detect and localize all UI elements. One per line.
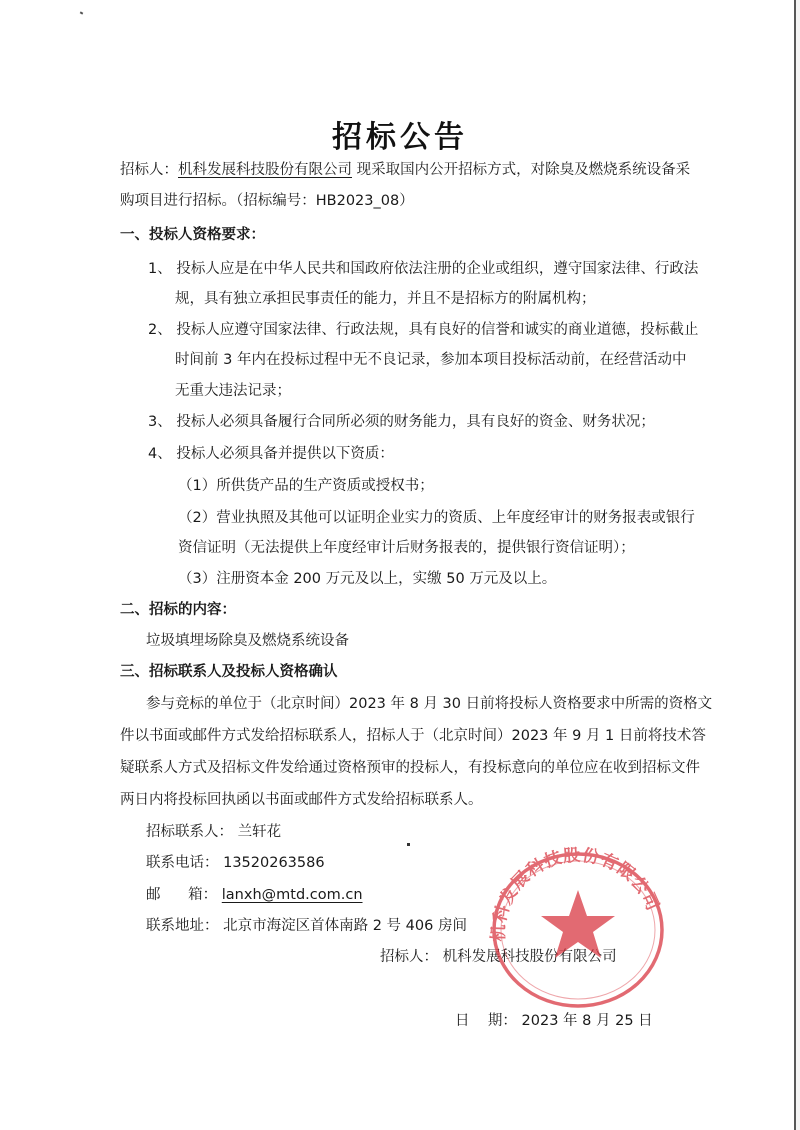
paragraph-line-4: 两日内将投标回执函以书面或邮件方式发给招标联系人。 xyxy=(120,792,483,808)
document-title: 招标公告 xyxy=(332,120,468,155)
signer-value: 机科发展科技股份有限公司 xyxy=(442,949,617,965)
intro-label: 招标人： xyxy=(120,162,178,178)
scan-edge-line xyxy=(794,0,796,1130)
section-3-heading: 三、招标联系人及投标人资格确认 xyxy=(120,664,338,680)
seal-text-arc: 机科发展科技股份有限公司 xyxy=(488,845,663,942)
contact-person-row xyxy=(146,822,281,842)
address-value: 北京市海淀区首体南路 2 号 406 房间 xyxy=(223,918,467,934)
qualification-1: （1）所供货产品的生产资质或授权书； xyxy=(178,478,434,494)
date-row xyxy=(455,1011,653,1031)
phone-row xyxy=(146,853,325,873)
section-1-heading: 一、投标人资格要求： xyxy=(120,227,265,243)
scan-dust-mark xyxy=(80,11,84,14)
section-2-content: 垃圾填埋场除臭及燃烧系统设备 xyxy=(146,633,349,649)
paragraph-line-3: 疑联系人方式及招标文件发给通过资格预审的投标人，有投标意向的单位应在收到招标文件 xyxy=(120,760,700,776)
email-row xyxy=(146,885,363,905)
requirement-4-line-1: 4、 投标人必须具备并提供以下资质： xyxy=(148,446,394,462)
date-value: 2023 年 8 月 25 日 xyxy=(521,1013,653,1029)
requirement-1-line-2: 规，具有独立承担民事责任的能力，并且不是招标方的附属机构； xyxy=(175,291,596,307)
signer-label: 招标人： xyxy=(380,949,438,965)
scan-dot xyxy=(407,843,410,846)
requirement-2-line-3: 无重大违法记录； xyxy=(175,383,291,399)
phone-value: 13520263586 xyxy=(223,855,325,871)
qualification-3: （3）注册资本金 200 万元及以上，实缴 50 万元及以上。 xyxy=(178,571,557,587)
scan-edge-shadow xyxy=(796,0,800,1130)
requirement-3-line-1: 3、 投标人必须具备履行合同所必须的财务能力，具有良好的资金、财务状况； xyxy=(148,414,655,430)
address-label: 联系地址： xyxy=(146,918,219,934)
paragraph-line-1: 参与竞标的单位于（北京时间）2023 年 8 月 30 日前将投标人资格要求中所需的资格文 xyxy=(146,696,713,712)
intro-line-2: 购项目进行招标。（招标编号：HB2023_08） xyxy=(120,193,414,209)
contact-person-value: 兰轩花 xyxy=(237,824,282,840)
requirement-1-line-1: 1、 投标人应是在中华人民共和国政府依法注册的企业或组织，遵守国家法律、行政法 xyxy=(148,261,699,277)
intro-rest: 现采取国内公开招标方式，对除臭及燃烧系统设备采 xyxy=(356,162,691,178)
email-label: 邮 箱： xyxy=(146,887,218,903)
qualification-2-line-1: （2）营业执照及其他可以证明企业实力的资质、上年度经审计的财务报表或银行 xyxy=(178,510,695,526)
address-row xyxy=(146,916,467,936)
paragraph-line-2: 件以书面或邮件方式发给招标联系人，招标人于（北京时间）2023 年 9 月 1 日前将技术答 xyxy=(120,728,706,744)
email-value[interactable]: lanxh@mtd.com.cn xyxy=(221,887,363,903)
date-label: 日 期： xyxy=(455,1013,517,1029)
qualification-2-line-2: 资信证明（无法提供上年度经审计后财务报表的，提供银行资信证明）； xyxy=(178,540,635,556)
contact-person-label: 招标联系人： xyxy=(146,824,233,840)
section-2-heading: 二、招标的内容： xyxy=(120,602,236,618)
seal-star xyxy=(541,890,615,958)
company-seal-stamp xyxy=(478,840,678,1010)
intro-company: 机科发展科技股份有限公司 xyxy=(178,162,352,178)
phone-label: 联系电话： xyxy=(146,855,219,871)
intro-line-1 xyxy=(120,160,690,180)
requirement-2-line-2: 时间前 3 年内在投标过程中无不良记录，参加本项目投标活动前，在经营活动中 xyxy=(175,352,687,368)
requirement-2-line-1: 2、 投标人应遵守国家法律、行政法规，具有良好的信誉和诚实的商业道德，投标截止 xyxy=(148,322,699,338)
